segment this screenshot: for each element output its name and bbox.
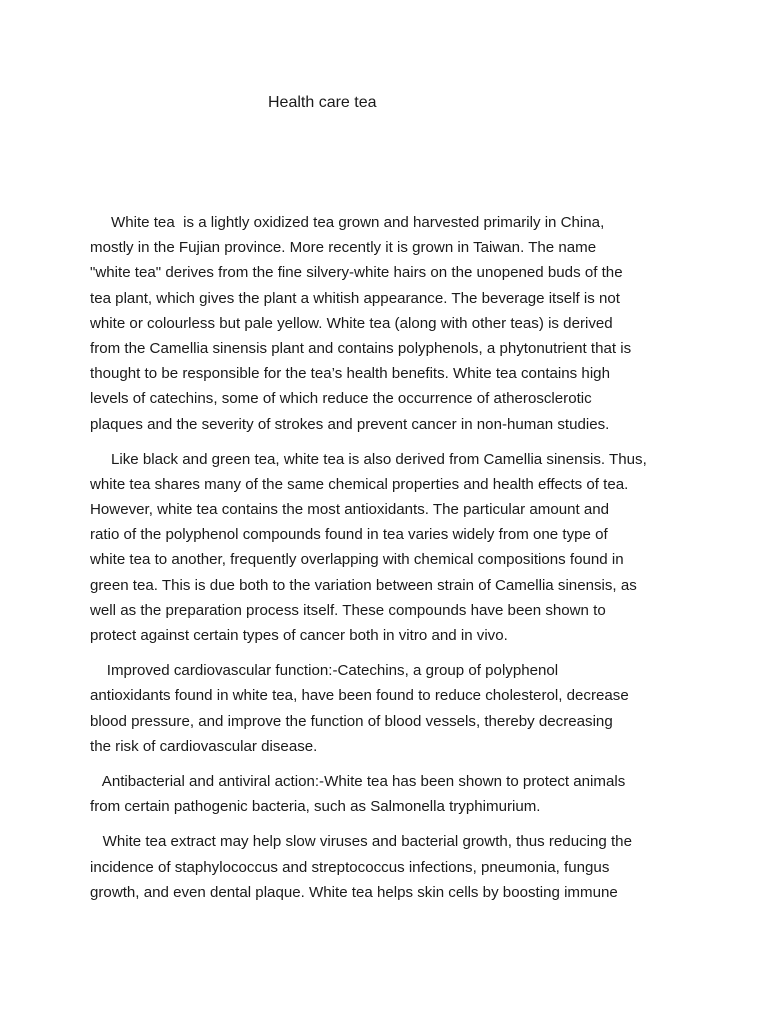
- text-line: tea plant, which gives the plant a whitish appearance. The beverage itself is not: [90, 289, 621, 307]
- text-line: from certain pathogenic bacteria, such as Salmonella tryphimurium.: [90, 798, 541, 816]
- document-title: Health care tea: [268, 94, 377, 111]
- text-line: incidence of staphylococcus and streptococcus infections, pneumonia, fungus: [90, 858, 610, 876]
- text-line: white or colourless but pale yellow. White tea (along with other teas) is derived: [90, 314, 613, 332]
- text-line: Antibacterial and antiviral action:-White tea has been shown to protect animals: [90, 772, 626, 790]
- text-line: Like black and green tea, white tea is also derived from Camellia sinensis. Thus,: [90, 450, 647, 468]
- text-line: the risk of cardiovascular disease.: [90, 737, 318, 755]
- paragraph-extract: [90, 829, 682, 905]
- text-line: thought to be responsible for the tea’s health benefits. White tea contains high: [90, 365, 610, 383]
- text-line: White tea extract may help slow viruses and bacterial growth, thus reducing the: [90, 833, 632, 851]
- paragraph-white-tea-intro: [90, 210, 682, 437]
- text-line: from the Camellia sinensis plant and contains polyphenols, a phytonutrient that is: [90, 339, 632, 357]
- text-line: well as the preparation process itself. These compounds have been shown to: [90, 601, 606, 619]
- text-line: levels of catechins, some of which reduce the occurrence of atherosclerotic: [90, 390, 592, 408]
- text-line: Improved cardiovascular function:-Catechins, a group of polyphenol: [90, 662, 559, 680]
- text-line: antioxidants found in white tea, have been found to reduce cholesterol, decrease: [90, 687, 629, 705]
- text-line: protect against certain types of cancer both in vitro and in vivo.: [90, 627, 508, 644]
- text-line: However, white tea contains the most antioxidants. The particular amount and: [90, 501, 610, 519]
- text-line: mostly in the Fujian province. More recently it is grown in Taiwan. The name: [90, 239, 597, 257]
- text-line: ratio of the polyphenol compounds found in tea varies widely from one type of: [90, 526, 608, 544]
- paragraph-comparison: [90, 447, 682, 649]
- text-line: growth, and even dental plaque. White tea helps skin cells by boosting immune: [90, 883, 618, 901]
- text-line: white tea to another, frequently overlapping with chemical compositions found in: [90, 551, 624, 569]
- text-line: green tea. This is due both to the variation between strain of Camellia sinensis, as: [90, 576, 637, 594]
- text-line: white tea shares many of the same chemical properties and health effects of tea.: [90, 475, 629, 493]
- text-line: blood pressure, and improve the function of blood vessels, thereby decreasing: [90, 712, 613, 730]
- document-body: [90, 210, 682, 905]
- paragraph-cardiovascular: [90, 658, 682, 759]
- paragraph-antibacterial: [90, 769, 682, 819]
- text-line: "white tea" derives from the fine silvery-white hairs on the unopened buds of the: [90, 264, 623, 282]
- text-line: plaques and the severity of strokes and prevent cancer in non-human studies.: [90, 415, 610, 433]
- text-line: White tea is a lightly oxidized tea grown and harvested primarily in China,: [90, 214, 605, 231]
